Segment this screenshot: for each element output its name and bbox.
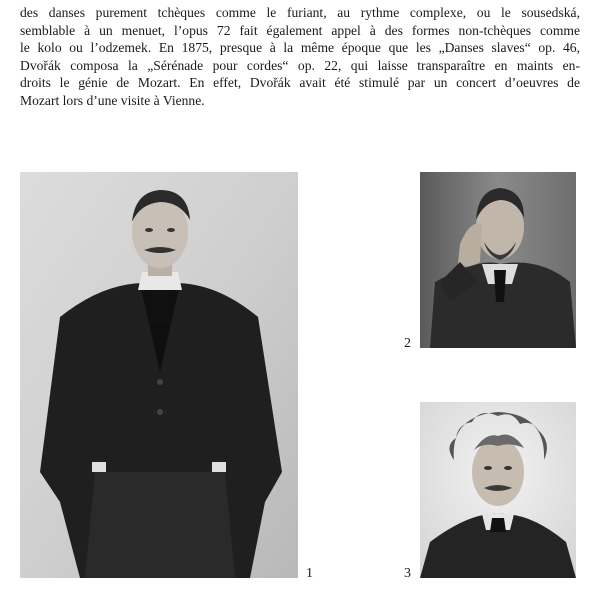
photo-portrait-1 xyxy=(20,172,298,578)
body-text xyxy=(20,4,580,110)
text-line: Mozart lors d’une visite à Vienne. xyxy=(20,92,205,108)
portrait-2-image xyxy=(420,172,576,348)
text-line: droits le génie de Mozart. En effet, Dvořák avait été stimulé par un concert d’oeuvres de xyxy=(20,75,580,91)
photo-portrait-2 xyxy=(420,172,576,348)
portrait-3-image xyxy=(420,402,576,578)
text-line: semblable à un menuet, l’opus 72 fait également appel à des formes non-tchèques comme xyxy=(20,22,580,38)
figure-number-1: 1 xyxy=(306,566,313,581)
portrait-1-image xyxy=(20,172,298,578)
figure-number-3: 3 xyxy=(404,566,411,581)
text-line: le kolo ou l’odzemek. En 1875, presque à la même époque que les „Danses slaves“ op. 46, xyxy=(20,40,580,56)
figure-number-2: 2 xyxy=(404,336,411,351)
text-line: des danses purement tchèques comme le furiant, au rythme complexe, ou le sousedská, xyxy=(20,5,580,20)
photo-portrait-3 xyxy=(420,402,576,578)
text-line: Dvořák composa la „Sérénade pour cordes“ op. 22, qui laisse transparaître en maints en- xyxy=(20,57,580,73)
